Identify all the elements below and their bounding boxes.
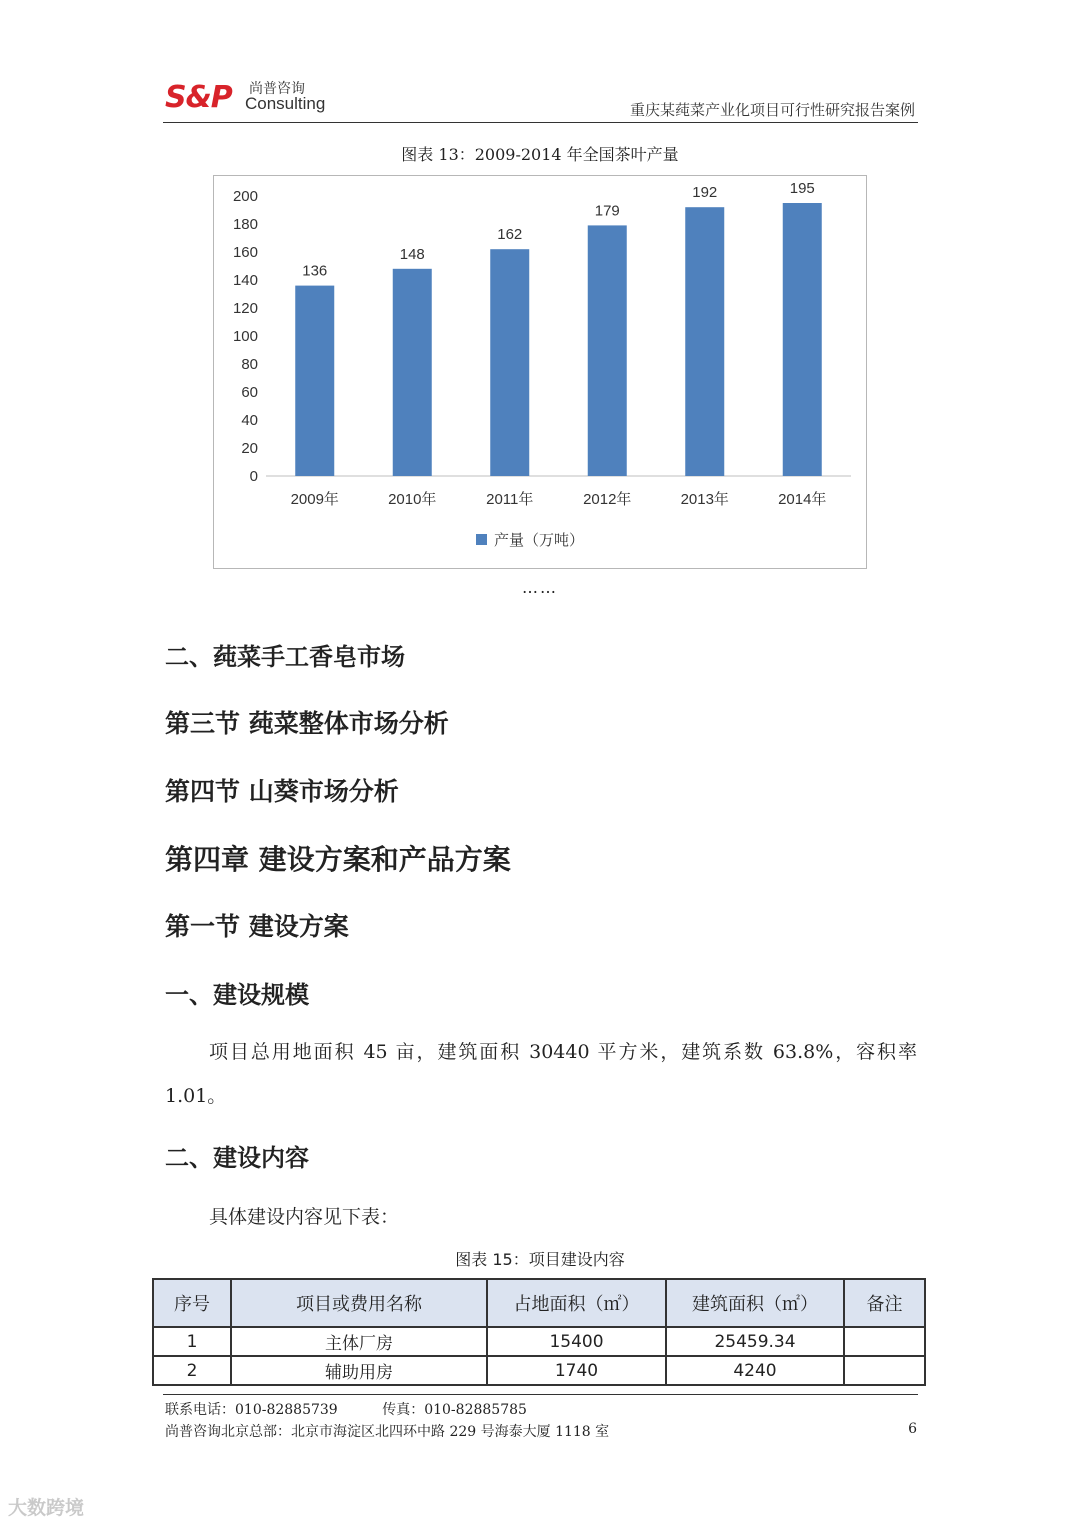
table-cell: 25459.34 xyxy=(666,1327,844,1356)
figure-15-caption: 图表 15：项目建设内容 xyxy=(455,1250,625,1269)
data-label: 195 xyxy=(789,180,815,197)
heading-soap-market: 二、莼菜手工香皂市场 xyxy=(165,643,405,671)
y-tick-label: 140 xyxy=(232,272,258,289)
table-cell: 15400 xyxy=(487,1327,666,1356)
bar xyxy=(783,203,822,476)
heading-chapter-4: 第四章 建设方案和产品方案 xyxy=(165,843,511,876)
construction-table xyxy=(152,1278,926,1386)
x-tick-label: 2009年 xyxy=(290,491,339,508)
paragraph-table-intro: 具体建设内容见下表： xyxy=(209,1206,400,1228)
column-header: 序号 xyxy=(153,1279,231,1327)
data-label: 179 xyxy=(594,202,620,220)
page-number: 6 xyxy=(908,1421,917,1437)
data-label: 162 xyxy=(497,226,523,244)
x-tick-label: 2011年 xyxy=(486,491,534,508)
column-header: 占地面积（㎡） xyxy=(487,1279,666,1327)
heading-construction-content: 二、建设内容 xyxy=(165,1144,309,1172)
y-tick-label: 80 xyxy=(241,356,258,373)
table-header-row xyxy=(153,1279,925,1327)
y-tick-label: 20 xyxy=(241,440,258,457)
logo-mark: S&P xyxy=(165,80,232,115)
company-logo xyxy=(165,78,330,116)
data-label: 136 xyxy=(302,262,328,280)
logo-chinese-name: 尚普咨询 xyxy=(249,81,305,97)
data-label: 192 xyxy=(692,184,718,202)
figure-13-caption: 图表 13：2009-2014 年全国茶叶产量 xyxy=(401,145,679,164)
tea-production-chart xyxy=(213,175,867,569)
header-title: 重庆某莼菜产业化项目可行性研究报告案例 xyxy=(629,101,915,119)
y-tick-label: 60 xyxy=(241,384,258,401)
legend-label: 产量（万吨） xyxy=(494,531,585,549)
table-cell: 辅助用房 xyxy=(231,1356,487,1385)
y-tick-label: 160 xyxy=(232,244,258,261)
column-header: 项目或费用名称 xyxy=(231,1279,487,1327)
ellipsis: …… xyxy=(522,578,558,597)
heading-section-4: 第四节 山葵市场分析 xyxy=(165,777,399,806)
table-cell xyxy=(844,1327,925,1356)
bar xyxy=(490,249,529,476)
footer-address: 尚普咨询北京总部：北京市海淀区北四环中路 229 号海泰大厦 1118 室 xyxy=(165,1424,610,1440)
legend-swatch xyxy=(476,534,487,545)
column-header: 备注 xyxy=(844,1279,925,1327)
heading-construction-scale: 一、建设规模 xyxy=(165,981,309,1009)
footer-divider xyxy=(163,1394,918,1395)
x-tick-label: 2014年 xyxy=(778,491,827,508)
y-tick-label: 120 xyxy=(232,300,258,317)
table-cell: 1 xyxy=(153,1327,231,1356)
y-tick-label: 180 xyxy=(232,216,258,233)
bar xyxy=(685,207,724,476)
column-header: 建筑面积（㎡） xyxy=(666,1279,844,1327)
logo-english-name: Consulting xyxy=(245,94,326,113)
y-tick-label: 100 xyxy=(232,328,258,345)
header-divider xyxy=(163,122,918,123)
table-cell: 4240 xyxy=(666,1356,844,1385)
y-tick-label: 40 xyxy=(241,412,258,429)
data-label: 148 xyxy=(399,245,425,263)
bar xyxy=(295,286,334,476)
table-cell xyxy=(844,1356,925,1385)
x-tick-label: 2012年 xyxy=(583,491,632,508)
footer-contact: 联系电话：010-82885739 传真：010-82885785 xyxy=(165,1402,527,1418)
paragraph-construction-scale: 项目总用地面积 45 亩，建筑面积 30440 平方米，建筑系数 63.8%，容积率 1.01。 xyxy=(165,1041,917,1107)
table-row xyxy=(153,1327,925,1356)
x-tick-label: 2013年 xyxy=(680,491,729,508)
heading-section-3: 第三节 莼菜整体市场分析 xyxy=(165,709,449,738)
chart-canvas xyxy=(214,176,865,567)
x-tick-label: 2010年 xyxy=(388,491,437,508)
watermark: 大数跨境 xyxy=(8,1497,85,1519)
table-row xyxy=(153,1356,925,1385)
y-tick-label: 0 xyxy=(249,468,258,485)
table-cell: 1740 xyxy=(487,1356,666,1385)
y-tick-label: 200 xyxy=(232,188,258,205)
bar xyxy=(393,269,432,476)
table-cell: 主体厂房 xyxy=(231,1327,487,1356)
bar xyxy=(588,225,627,476)
heading-section-1: 第一节 建设方案 xyxy=(165,912,349,941)
table-cell: 2 xyxy=(153,1356,231,1385)
